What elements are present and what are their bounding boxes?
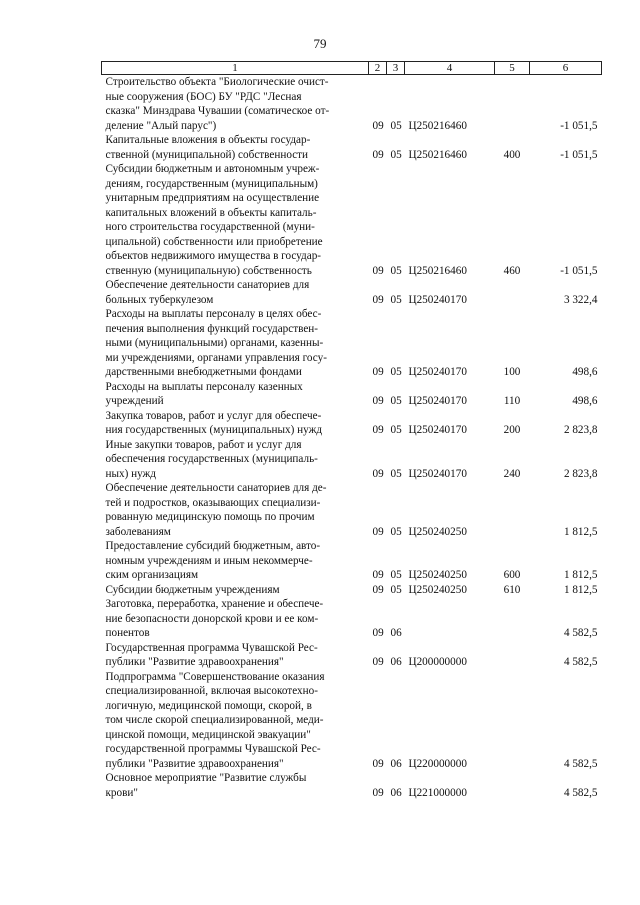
expense-type-cell: 610 (503, 583, 521, 596)
amount-cell: 498,6 (572, 366, 598, 378)
budget-table (101, 61, 602, 800)
amount-cell: 2 823,8 (563, 424, 598, 436)
subsection-code-cell: 06 (390, 786, 402, 799)
table-row (102, 409, 602, 438)
subsection-code-cell: 06 (390, 627, 402, 639)
target-article-cell: Ц250240170 (408, 395, 467, 407)
table-row (102, 278, 602, 307)
item-name-cell: Расходы на выплаты персоналу в целях обес- печения выполнения функций государствен- ными (муниципальными) органами, казенны- ми учреждениями, органами управления госу- дарственными внебюджетными фондами (105, 308, 327, 378)
target-article-cell: Ц250216460 (408, 264, 467, 277)
expense-type-cell (495, 481, 530, 539)
table-row (102, 380, 602, 409)
item-name-cell: Строительство объекта "Биологические очист- ные сооружения (БОС) БУ "РДС "Лесная сказка" Минздрава Чувашии (соматическое от- деление "Алый парус") (105, 76, 330, 132)
item-name-cell: Предоставление субсидий бюджетным, авто- номным учреждениям и иным некоммерче- ским организациям (105, 540, 321, 581)
table-row (102, 641, 602, 670)
subsection-code-cell: 05 (390, 569, 402, 581)
section-code-cell: 09 (372, 656, 384, 668)
subsection-code-cell: 05 (390, 148, 402, 161)
amount-cell: 3 322,4 (563, 293, 598, 306)
column-header: 3 (387, 62, 405, 75)
column-header: 5 (495, 62, 530, 75)
subsection-code-cell: 05 (390, 395, 402, 407)
expense-type-cell (495, 75, 530, 134)
amount-cell: -1 051,5 (560, 264, 598, 277)
amount-cell: 4 582,5 (563, 757, 598, 770)
target-article-cell: Ц220000000 (408, 757, 467, 770)
target-article-cell: Ц200000000 (408, 656, 467, 668)
amount-cell: 4 582,5 (563, 656, 598, 668)
table-row (102, 438, 602, 482)
table-row (102, 771, 602, 800)
table-row (102, 583, 602, 598)
section-code-cell: 09 (372, 786, 384, 799)
expense-type-cell (495, 771, 530, 800)
table-row (102, 307, 602, 380)
item-name-cell: Субсидии бюджетным учреждениям (105, 583, 280, 596)
item-name-cell: Иные закупки товаров, работ и услуг для обеспечения государственных (муниципаль- ных) нужд (105, 438, 318, 480)
table-row (102, 481, 602, 539)
column-header: 2 (369, 62, 387, 75)
section-code-cell: 09 (372, 264, 384, 277)
expense-type-cell: 200 (503, 424, 521, 436)
section-code-cell: 09 (372, 525, 384, 538)
item-name-cell: Закупка товаров, работ и услуг для обеспече- ния государственных (муниципальных) нужд (105, 409, 323, 436)
item-name-cell: Государственная программа Чувашской Рес- публики "Развитие здравоохранения" (105, 641, 318, 668)
page-number: 79 (313, 36, 327, 51)
subsection-code-cell: 05 (390, 366, 402, 378)
item-name-cell: Подпрограмма "Совершенствование оказания специализированной, включая высокотехно- логичную, медицинской помощи, скорой, в том числе скорой специализированной, меди- цинской помощи, медицинской эвакуации" государственной программы Чувашской Рес- публики "Развитие здравоохранения" (105, 670, 325, 770)
table-row (102, 597, 602, 641)
target-article-cell: Ц250240170 (408, 366, 467, 378)
amount-cell: -1 051,5 (560, 119, 598, 132)
expense-type-cell: 460 (503, 264, 521, 277)
column-header: 6 (530, 62, 602, 75)
subsection-code-cell: 05 (390, 583, 402, 596)
target-article-cell: Ц250216460 (408, 119, 467, 132)
amount-cell: -1 051,5 (560, 148, 598, 161)
table-row (102, 539, 602, 583)
amount-cell: 498,6 (572, 395, 598, 407)
amount-cell: 2 823,8 (563, 467, 598, 480)
item-name-cell: Капитальные вложения в объекты государ- ственной (муниципальной) собственности (105, 134, 311, 161)
target-article-cell: Ц250240250 (408, 569, 467, 581)
table-row (102, 162, 602, 278)
section-code-cell: 09 (372, 148, 384, 161)
column-header: 1 (102, 62, 369, 75)
item-name-cell: Расходы на выплаты персоналу казенных учреждений (105, 380, 303, 407)
target-article-cell: Ц250240250 (408, 525, 467, 538)
item-name-cell: Основное мероприятие "Развитие службы крови" (105, 772, 307, 799)
subsection-code-cell: 05 (390, 424, 402, 436)
target-article-cell (405, 597, 495, 641)
table-header-row (102, 62, 602, 75)
section-code-cell: 09 (372, 583, 384, 596)
target-article-cell: Ц250240170 (408, 424, 467, 436)
section-code-cell: 09 (372, 627, 384, 639)
section-code-cell: 09 (372, 569, 384, 581)
amount-cell: 1 812,5 (563, 569, 598, 581)
target-article-cell: Ц250216460 (408, 148, 467, 161)
column-header: 4 (405, 62, 495, 75)
target-article-cell: Ц221000000 (408, 786, 467, 799)
amount-cell: 4 582,5 (563, 627, 598, 639)
expense-type-cell: 100 (503, 366, 521, 378)
amount-cell: 4 582,5 (563, 786, 598, 799)
section-code-cell: 09 (372, 293, 384, 306)
item-name-cell: Обеспечение деятельности санаториев для больных туберкулезом (105, 279, 310, 306)
expense-type-cell: 400 (503, 148, 521, 161)
target-article-cell: Ц250240170 (408, 467, 467, 480)
item-name-cell: Обеспечение деятельности санаториев для де- тей и подростков, оказывающих специализи- рованную медицинскую помощь по прочим заболеваниям (105, 482, 327, 538)
expense-type-cell: 600 (503, 569, 521, 581)
target-article-cell: Ц250240250 (408, 583, 467, 596)
expense-type-cell (495, 278, 530, 307)
subsection-code-cell: 05 (390, 119, 402, 132)
subsection-code-cell: 06 (390, 656, 402, 668)
subsection-code-cell: 05 (390, 467, 402, 480)
amount-cell: 1 812,5 (563, 525, 598, 538)
table-row (102, 133, 602, 162)
section-code-cell: 09 (372, 366, 384, 378)
section-code-cell: 09 (372, 395, 384, 407)
expense-type-cell: 240 (503, 467, 521, 480)
subsection-code-cell: 05 (390, 293, 402, 306)
expense-type-cell: 110 (503, 395, 521, 407)
subsection-code-cell: 05 (390, 525, 402, 538)
expense-type-cell (495, 670, 530, 772)
subsection-code-cell: 06 (390, 757, 402, 770)
section-code-cell: 09 (372, 424, 384, 436)
item-name-cell: Заготовка, переработка, хранение и обеспече- ние безопасности донорской крови и ее ком- понентов (105, 598, 324, 639)
section-code-cell: 09 (372, 467, 384, 480)
item-name-cell: Субсидии бюджетным и автономным учреж- дениям, государственным (муниципальным) унитарным предприятиям на осуществление капитальных вложений в объекты капиталь- ного строительства государственной (муни- ципальной) собственности или приобретение объектов недвижимого имущества в государ- ственную (муниципальную) собственность (105, 163, 323, 277)
expense-type-cell (495, 597, 530, 641)
section-code-cell: 09 (372, 757, 384, 770)
table-row (102, 670, 602, 772)
table-row (102, 75, 602, 134)
subsection-code-cell: 05 (390, 264, 402, 277)
target-article-cell: Ц250240170 (408, 293, 467, 306)
amount-cell: 1 812,5 (563, 583, 598, 596)
expense-type-cell (495, 641, 530, 670)
section-code-cell: 09 (372, 119, 384, 132)
